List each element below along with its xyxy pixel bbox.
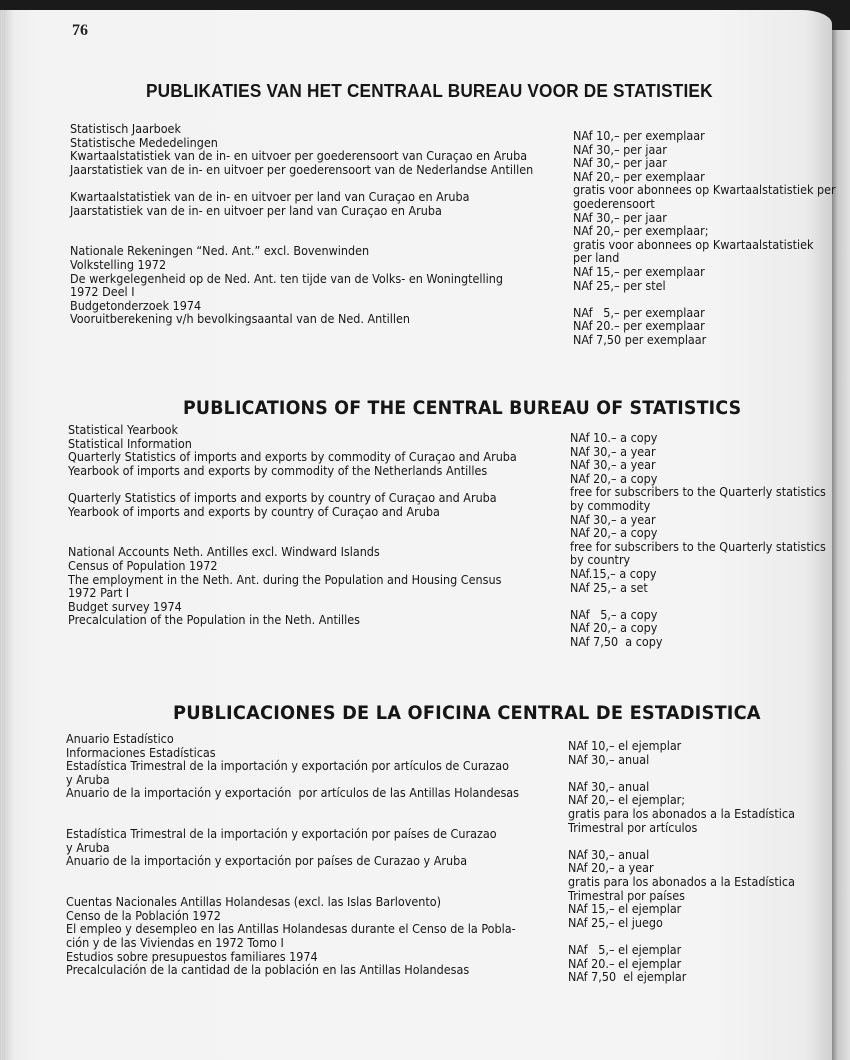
price-line: gratis para los abonados a la Estadística: [568, 874, 795, 889]
publication-title: Yearbook of imports and exports by country of Curaçao and Aruba: [68, 504, 440, 519]
price-line: NAf 30,– per jaar: [573, 210, 667, 225]
price-line: NAf 15,– el ejemplar: [568, 902, 682, 917]
price-line: NAf 10,– el ejemplar: [568, 739, 682, 753]
publication-title: Anuario Estadístico: [66, 732, 174, 746]
publication-title: Vooruitberekening v/h bevolkingsaantal van de Ned. Antillen: [70, 312, 411, 327]
page-number: 76: [72, 22, 88, 39]
publication-list-dutch: [70, 123, 533, 327]
publication-title: Statistical Yearbook: [68, 423, 179, 437]
price-line: NAf 7,50 a copy: [570, 634, 663, 649]
publication-title: Budget survey 1974: [68, 599, 182, 614]
publication-title: Statistical Information: [68, 436, 192, 451]
price-line: NAf 25,– a set: [570, 580, 648, 595]
spacer: [66, 869, 519, 883]
price-line: free for subscribers to the Quarterly statistics: [570, 485, 826, 500]
publication-title: Estadística Trimestral de la importación y exportación por artículos de Curazao: [66, 759, 509, 774]
price-line: NAf 30,– a year: [570, 512, 656, 527]
spacer: [66, 815, 519, 829]
price-line: NAf 20,– per exemplaar: [573, 169, 705, 184]
publication-title: Quarterly Statistics of imports and exports by commodity of Curaçao and Aruba: [68, 450, 517, 465]
price-line: NAf 5,– per exemplaar: [573, 305, 705, 320]
price-line: NAf 20,– a copy: [570, 526, 658, 541]
price-line: NAf 7,50 per exemplaar: [573, 332, 707, 347]
publication-title: Anuario de la importación y exportación por países de Curazao y Aruba: [66, 854, 468, 869]
publication-title: El empleo y desempleo en las Antillas Holandesas durante el Censo de la Pobla-: [66, 922, 516, 937]
publication-title: 1972 Part I: [68, 586, 130, 601]
publication-title: Budgetonderzoek 1974: [70, 298, 202, 313]
publication-title: De werkgelegenheid op de Ned. Ant. ten tijde van de Volks- en Woningtelling: [70, 271, 503, 286]
price-line: NAf 10.– a copy: [570, 431, 658, 445]
price-line: gratis voor abonnees op Kwartaalstatistiek: [573, 237, 814, 252]
publication-title: Statistische Mededelingen: [70, 135, 218, 150]
price-line: NAf 25,– per stel: [573, 278, 666, 293]
spacer: [570, 595, 826, 609]
price-line: NAf 10,– per exemplaar: [573, 129, 705, 143]
publication-title: National Accounts Neth. Antilles excl. Windward Islands: [68, 545, 380, 560]
publication-title: Volkstelling 1972: [70, 257, 167, 272]
price-line: Trimestral por artículos: [568, 820, 698, 835]
publication-title: Nationale Rekeningen “Ned. Ant.” excl. Bovenwinden: [70, 244, 370, 259]
section-title-english: PUBLICATIONS OF THE CENTRAL BUREAU OF STATISTICS: [183, 398, 742, 419]
price-line: Trimestral por países: [568, 888, 685, 903]
price-line: NAf 30,– per jaar: [573, 142, 667, 157]
price-line: NAf 20.– per exemplaar: [573, 319, 705, 334]
price-line: by commodity: [570, 498, 651, 513]
spacer: [70, 218, 533, 232]
publication-title: ción y de las Viviendas en 1972 Tomo I: [66, 935, 284, 950]
price-line: NAf 30,– a year: [570, 444, 656, 459]
price-line: NAf.15,– a copy: [570, 566, 657, 581]
publication-title: Censo de la Población 1972: [66, 908, 221, 923]
spacer: [573, 293, 836, 307]
price-line: NAf 20,– per exemplaar;: [573, 224, 709, 239]
spacer: [68, 519, 517, 533]
publication-title: Quarterly Statistics of imports and exports by country of Curaçao and Aruba: [68, 490, 497, 505]
publication-title: Informaciones Estadísticas: [66, 745, 216, 760]
price-line: NAf 25,– el juego: [568, 915, 663, 930]
price-line: NAf 5,– a copy: [570, 607, 658, 622]
publication-title: Cuentas Nacionales Antillas Holandesas (excl. las Islas Barlovento): [66, 895, 442, 910]
spacer: [66, 801, 519, 815]
price-line: NAf 30,– anual: [568, 779, 650, 794]
section-title-spanish: PUBLICACIONES DE LA OFICINA CENTRAL DE ESTADISTICA: [173, 703, 761, 724]
publication-title: Precalculation of the Population in the Neth. Antilles: [68, 613, 361, 628]
publication-title: Census of Population 1972: [68, 558, 218, 573]
spacer: [68, 478, 517, 492]
price-line: NAf 30,– anual: [568, 847, 650, 862]
publication-title: 1972 Deel I: [70, 285, 135, 300]
price-line: NAf 7,50 el ejemplar: [568, 970, 687, 985]
publication-title: Yearbook of imports and exports by commodity of the Netherlands Antilles: [68, 463, 488, 478]
price-list-dutch: [573, 130, 836, 348]
price-line: NAf 15,– per exemplaar: [573, 264, 705, 279]
spacer: [568, 930, 795, 944]
spacer: [68, 533, 517, 547]
price-line: free for subscribers to the Quarterly statistics: [570, 539, 826, 554]
publication-title: Jaarstatistiek van de in- en uitvoer per land van Curaçao en Aruba: [70, 203, 442, 218]
price-line: NAf 5,– el ejemplar: [568, 942, 682, 957]
price-line: NAf 20,– a copy: [570, 621, 658, 636]
section-title-dutch: PUBLIKATIES VAN HET CENTRAAL BUREAU VOOR DE STATISTIEK: [146, 80, 713, 101]
spacer: [568, 835, 795, 849]
price-line: NAf 20,– a year: [568, 861, 654, 876]
price-line: NAf 30,– anual: [568, 752, 650, 767]
spacer: [568, 767, 795, 781]
publication-title: y Aruba: [66, 840, 110, 855]
price-line: gratis para los abonados a la Estadística: [568, 806, 795, 821]
publication-title: Jaarstatistiek van de in- en uitvoer per goederensoort van de Nederlandse Antillen: [70, 162, 534, 177]
publication-title: Statistisch Jaarboek: [70, 122, 181, 136]
publication-title: Kwartaalstatistiek van de in- en uitvoer per land van Curaçao en Aruba: [70, 189, 470, 204]
price-line: goederensoort: [573, 196, 655, 211]
price-line: gratis voor abonnees op Kwartaalstatistiek per: [573, 183, 836, 198]
price-line: NAf 20,– el ejemplar;: [568, 793, 686, 808]
price-list-english: [570, 432, 826, 650]
publication-title: Anuario de la importación y exportación por artículos de las Antillas Holandesas: [66, 786, 520, 801]
price-line: NAf 20,– a copy: [570, 471, 658, 486]
publication-title: y Aruba: [66, 772, 110, 787]
publication-title: Estudios sobre presupuestos familiares 1974: [66, 949, 318, 964]
price-list-spanish: [568, 740, 795, 985]
publication-title: Estadística Trimestral de la importación y exportación por países de Curazao: [66, 827, 497, 842]
spacer: [66, 883, 519, 897]
publication-title: Precalculación de la cantidad de la población en las Antillas Holandesas: [66, 963, 470, 978]
price-line: per land: [573, 251, 620, 266]
spacer: [70, 177, 533, 191]
publication-title: The employment in the Neth. Ant. during the Population and Housing Census: [68, 572, 502, 587]
publication-title: Kwartaalstatistiek van de in- en uitvoer per goederensoort van Curaçao en Aruba: [70, 149, 528, 164]
spacer: [70, 232, 533, 246]
price-line: by country: [570, 553, 631, 568]
publication-list-english: [68, 424, 517, 628]
price-line: NAf 30,– a year: [570, 458, 656, 473]
publication-list-spanish: [66, 733, 519, 978]
price-line: NAf 20.– el ejemplar: [568, 956, 682, 971]
price-line: NAf 30,– per jaar: [573, 156, 667, 171]
